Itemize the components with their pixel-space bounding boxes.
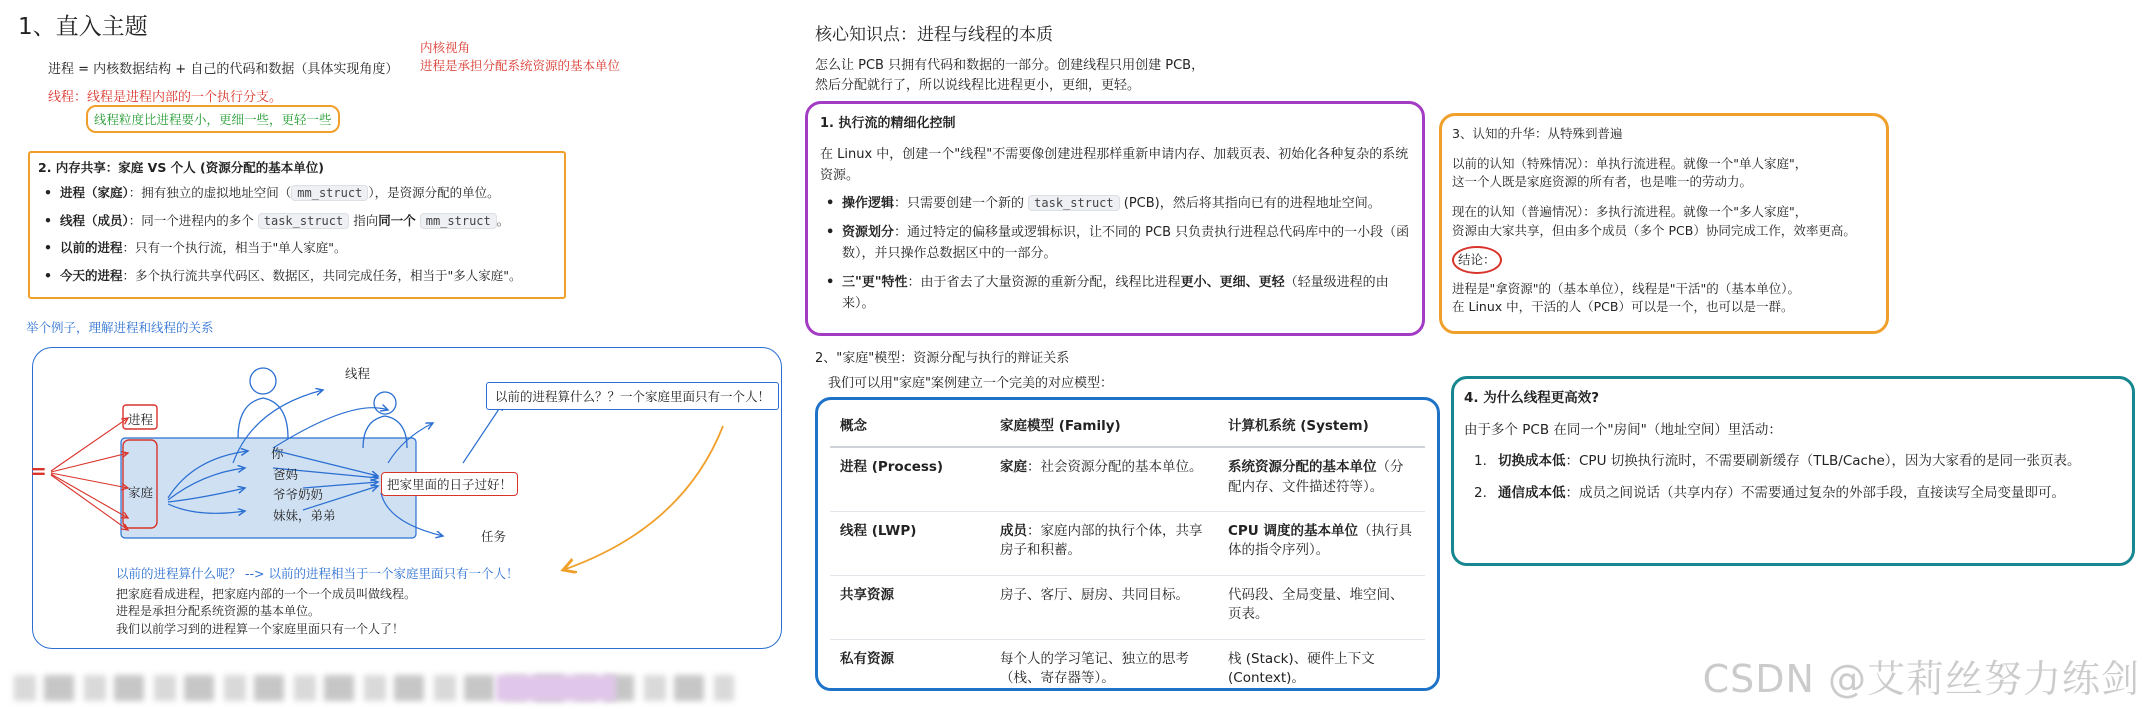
family-diagram [32,347,782,649]
column-header: 计算机系统 (System) [1218,402,1425,447]
conclusion-text: 进程是"拿资源"的（基本单位），线程是"干活"的（基本单位）。 [1452,280,1800,296]
note-line: 进程是承担分配系统资源的基本单位。 [116,604,321,619]
equal-sign: = [30,459,47,483]
list-item: • 进程（家庭）：拥有独立的虚拟地址空间（ mm_struct ），是资源分配的单位。 [38,184,556,203]
model-title: 2、"家庭"模型：资源分配与执行的辩证关系 [815,351,1070,366]
family-model-table-card [815,397,1440,691]
kernel-view-label: 内核视角 [420,40,471,55]
memory-sharing-title: 2. 内存共享：家庭 VS 个人 (资源分配的基本单位) [38,160,324,175]
blurred-patch [496,675,616,701]
question-box: 以前的进程算什么？？一个家庭里面只有一个人！ [486,382,779,410]
answer-line: 以前的进程算什么呢？ --> 以前的进程相当于一个家庭里面只有一个人！ [116,566,519,581]
table-row: 进程 (Process) 家庭：社会资源分配的基本单位。 系统资源分配的基本单位（分配内存、文件描述符等）。 [830,447,1425,511]
core-title: 核心知识点：进程与线程的本质 [815,25,1053,45]
memory-sharing-box [28,151,566,299]
column-header: 概念 [830,402,990,447]
table-row: 共享资源 房子、客厅、厨房、共同目标。 代码段、全局变量、堆空间、页表。 [830,575,1425,639]
kernel-view-note: 进程是承担分配系统资源的基本单位 [420,58,621,73]
member-parents: 爸妈 [273,467,299,482]
family-model-table [830,402,1425,701]
table-header-row [830,402,1425,447]
note-line: 我们以前学习到的进程算一个家庭里面只有一个人了！ [116,621,405,636]
member-siblings: 妹妹，弟弟 [273,508,336,523]
member-you: 你 [271,446,284,461]
exec-flow-card [805,101,1425,336]
exec-flow-para: 在 Linux 中，创建一个"线程"不需要像创建进程那样重新申请内存、加载页表、初始化各种复杂的系统资源。 [820,146,1409,183]
efficiency-card [1451,376,2135,566]
column-header: 家庭模型 (Family) [990,402,1218,447]
good-days-box: 把家里面的日子过好！ [381,472,518,496]
thread-label: 线程 [345,366,371,381]
example-label: 举个例子，理解进程和线程的关系 [26,320,214,335]
list-item: 2. 通信成本低：成员之间说话（共享内存）不需要通过复杂的外部手段，直接读写全局变量即可。 [1474,484,2065,501]
efficiency-title: 4. 为什么线程更高效? [1464,390,1600,406]
core-intro [815,56,1204,95]
note-line: 把家庭看成进程，把家庭内部的一个一个成员叫做线程。 [116,587,417,601]
granularity-note: 线程粒度比进程要小，更细一些，更轻一些 [86,105,340,133]
task-label: 任务 [481,529,507,544]
cognition-text: 资源由大家共享，但由多个成员（多个 PCB）协同完成工作，效率更高。 [1452,222,1856,238]
model-intro: 我们可以用"家庭"案例建立一个完美的对应模型： [828,376,1113,391]
intro-line: 怎么让 PCB 只拥有代码和数据的一部分。创建线程只用创建 PCB， [815,58,1205,73]
efficiency-intro: 由于多个 PCB 在同一个"房间"（地址空间）里活动： [1464,421,1782,438]
process-definition: 进程 = 内核数据结构 + 自己的代码和数据（具体实现角度） [48,62,399,77]
cognition-text: 这一个人既是家庭资源的所有者，也是唯一的劳动力。 [1452,174,1753,190]
csdn-watermark: CSDN @艾莉丝努力练剑 [1702,657,2140,701]
member-grandparents: 爷爷奶奶 [273,487,324,502]
process-label: 进程 [128,412,154,427]
cognition-text: 以前的认知（特殊情况）：单执行流进程。就像一个"单人家庭"， [1452,156,1808,172]
cognition-text: 现在的认知（普遍情况）：多执行流进程。就像一个"多人家庭"， [1452,204,1808,220]
table-row: 私有资源 每个人的学习笔记、独立的思考（栈、寄存器等）。 栈 (Stack)、硬件上下文 (Context)。 [840,650,1375,687]
list-item: • 以前的进程：只有一个执行流，相当于"单人家庭"。 [38,239,556,258]
list-item: • 三"更"特性：由于省去了大量资源的重新分配，线程比进程更小、更细、更轻（轻量级进程的由来）。 [820,273,1410,315]
cognition-title: 3、认知的升华：从特殊到普遍 [1452,126,1623,141]
diagram-notes [116,586,416,638]
intro-line: 然后分配就行了，所以说线程比进程更小，更细，更轻。 [815,77,1141,93]
list-item: 1. 切换成本低：CPU 切换执行流时，不需要刷新缓存（TLB/Cache），因为大家看的是同一张页表。 [1474,453,2081,470]
person-icon [238,368,288,438]
list-item: • 今天的进程：多个执行流共享代码区、数据区，共同完成任务，相当于"多人家庭"。 [38,267,556,286]
blurred-strip [14,675,734,701]
thread-definition: 线程：线程是进程内部的一个执行分支。 [48,90,283,105]
page-title: 1、直入主题 [18,14,148,40]
table-row: 线程 (LWP) 成员：家庭内部的执行个体，共享房子和积蓄。 CPU 调度的基本单位（执行具体的指令序列）。 [830,511,1425,575]
conclusion-text: 在 Linux 中，干活的人（PCB）可以是一个，也可以是一群。 [1452,298,1794,314]
list-item: • 资源划分：通过特定的偏移量或逻辑标识，让不同的 PCB 只负责执行进程总代码库中的一小段（函数），并只操作总数据区中的一部分。 [820,223,1410,265]
family-label: 家庭 [128,485,154,500]
list-item: • 线程（成员）：同一个进程内的多个 task_struct 指向同一个 mm_struct 。 [38,212,556,231]
cognition-card [1439,113,1889,334]
list-item: • 操作逻辑：只需要创建一个新的 task_struct (PCB)，然后将其指向已有的进程地址空间。 [820,194,1410,215]
conclusion-label: 结论： [1452,246,1502,274]
exec-flow-title: 1. 执行流的精细化控制 [820,116,956,131]
